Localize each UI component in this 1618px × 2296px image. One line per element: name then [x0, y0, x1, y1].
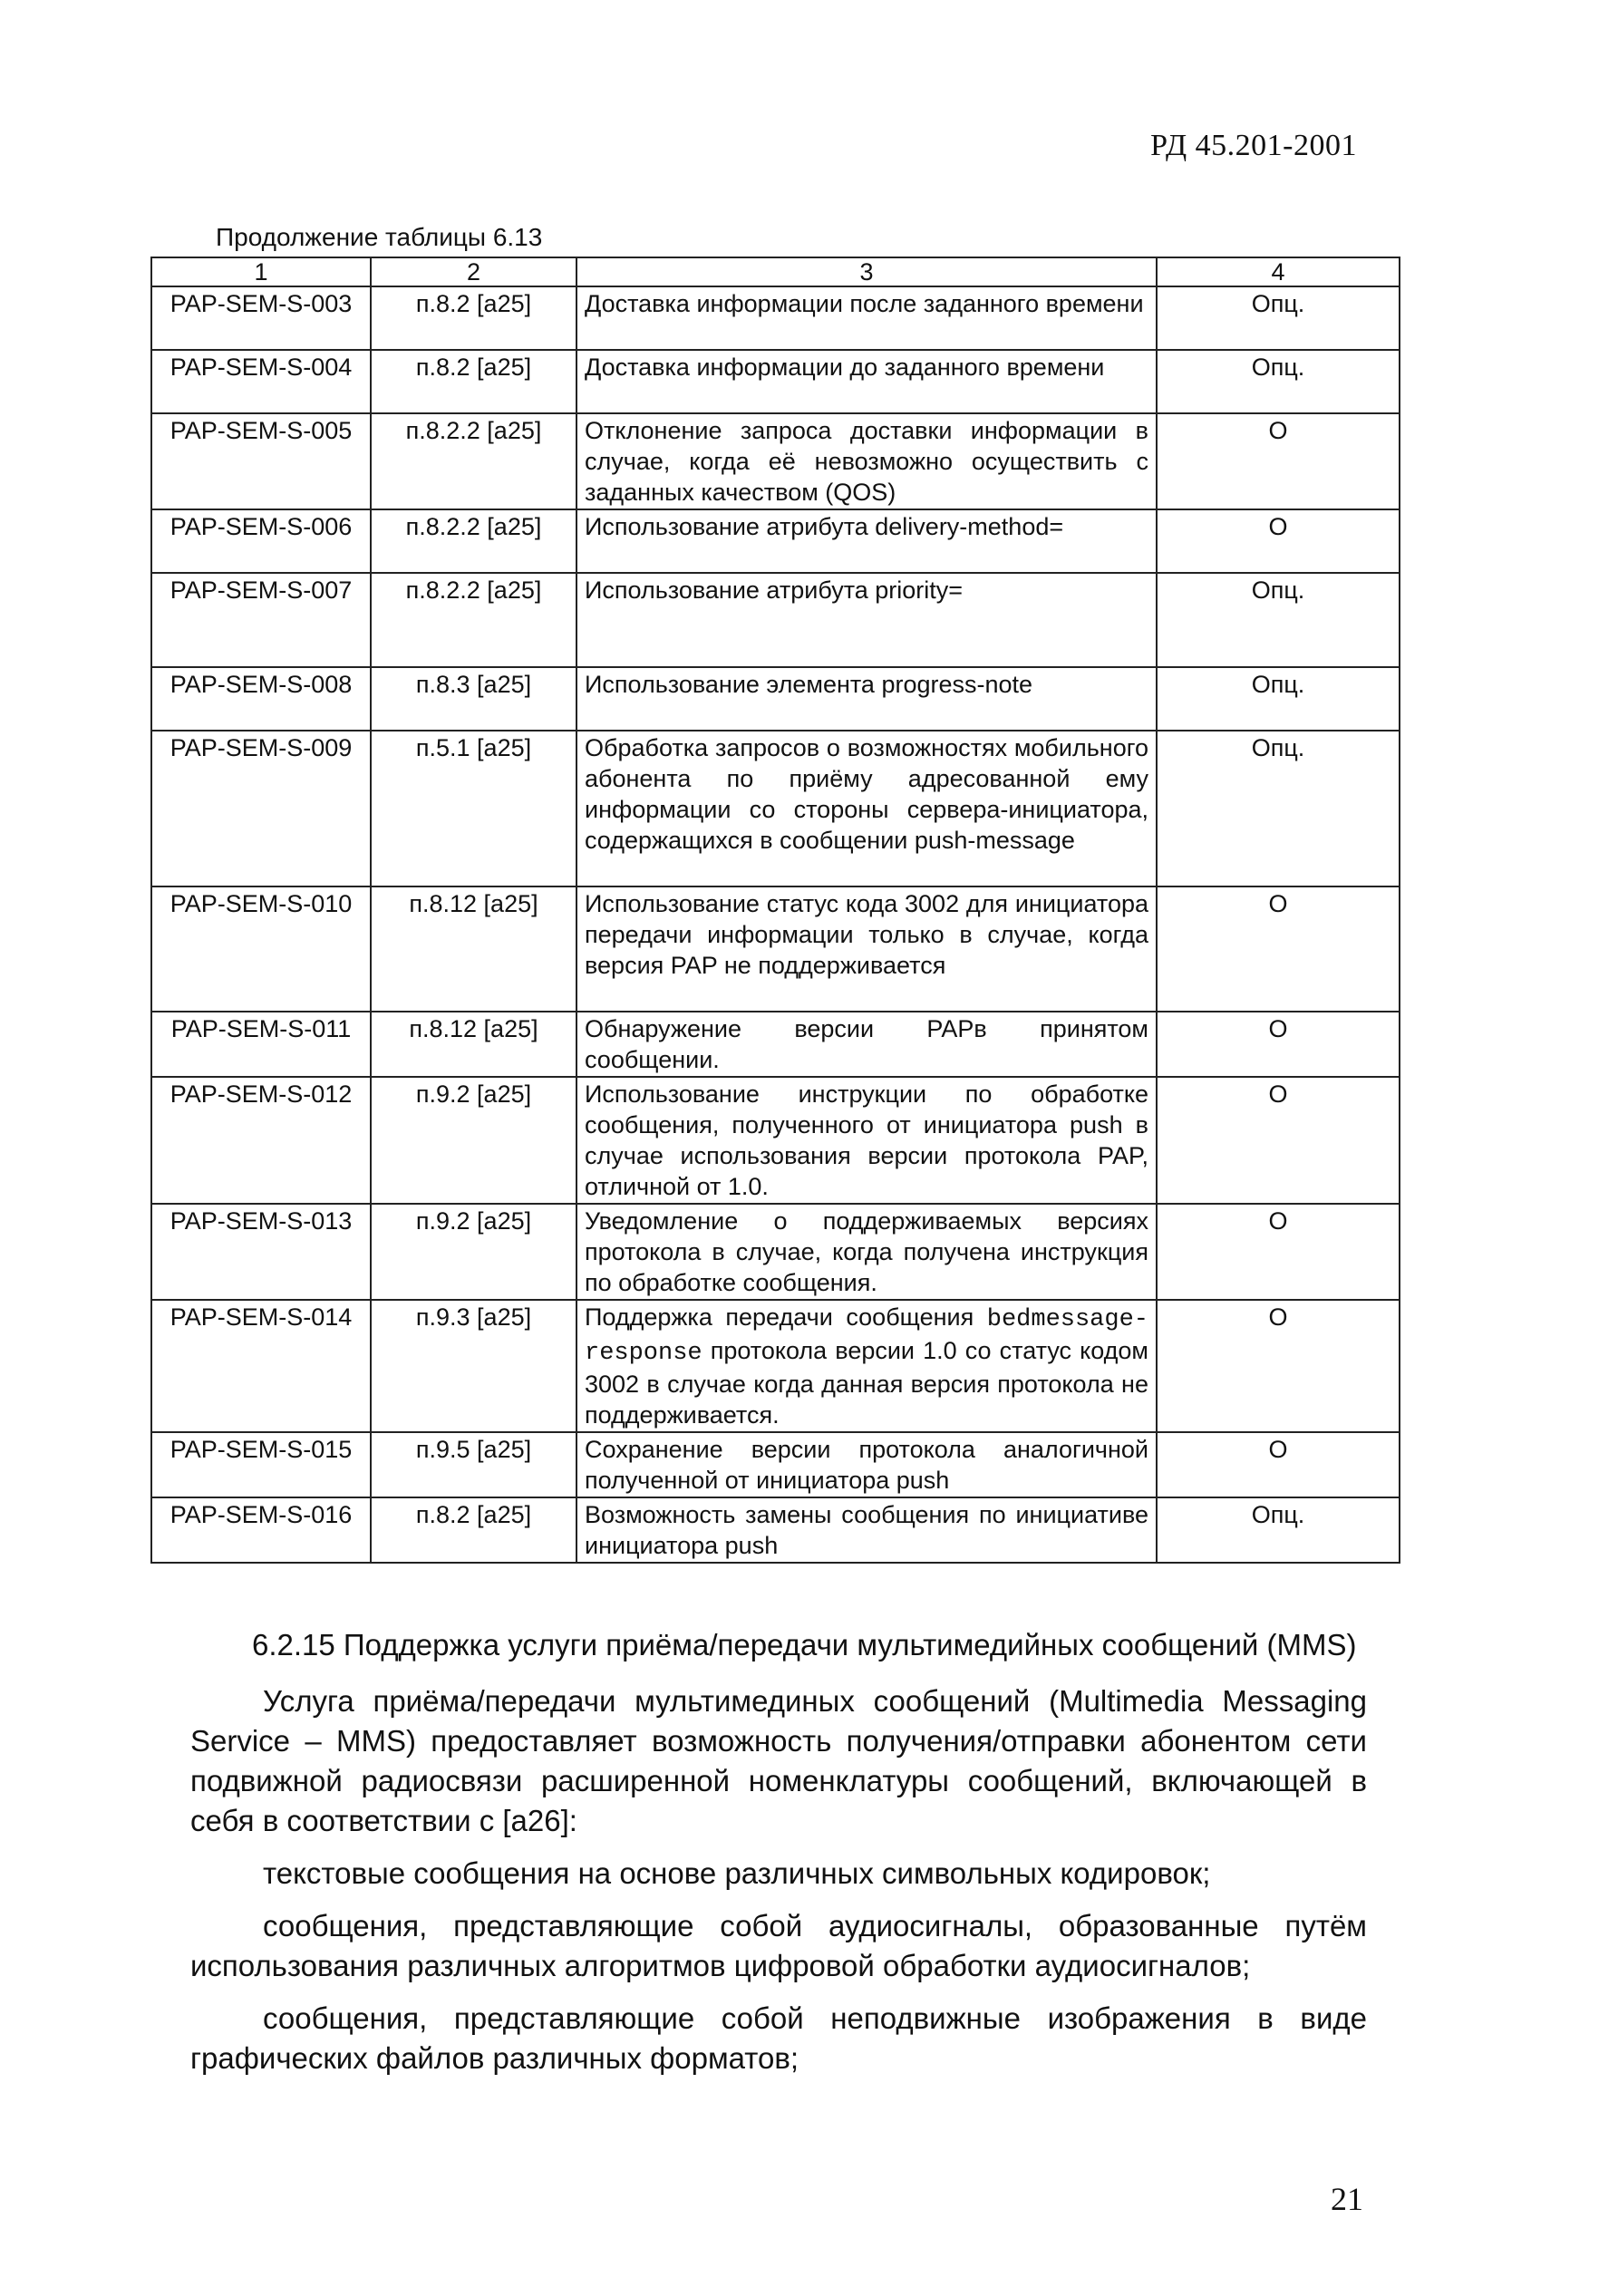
requirement-ref: п.5.1 [a25] — [371, 731, 576, 886]
table-row — [151, 1432, 1400, 1497]
table-row — [151, 286, 1400, 350]
requirement-ref: п.8.2 [a25] — [371, 286, 576, 350]
table-row — [151, 573, 1400, 667]
document-code: РД 45.201-2001 — [1150, 129, 1357, 162]
requirement-ref: п.8.12 [a25] — [371, 1012, 576, 1077]
requirement-description: Обнаружение версии PAPв принятом сообщении. — [576, 1012, 1157, 1077]
description-code: bedmessage-response — [585, 1306, 1148, 1367]
table-row — [151, 509, 1400, 573]
page-number: 21 — [1331, 2181, 1363, 2217]
requirement-id: PAP-SEM-S-005 — [151, 413, 371, 509]
table-row — [151, 413, 1400, 509]
requirement-ref: п.8.2.2 [a25] — [371, 573, 576, 667]
requirement-status: O — [1157, 1204, 1400, 1300]
table-row — [151, 1497, 1400, 1563]
description-text: протокола версии 1.0 со статус кодом 3002 в случае когда данная версия протокола не поддерживается. — [585, 1337, 1148, 1429]
table-caption: Продолжение таблицы 6.13 — [216, 223, 543, 251]
table-row — [151, 886, 1400, 1012]
column-header: 1 — [151, 257, 371, 286]
requirement-description: Использование атрибута priority= — [576, 573, 1157, 667]
requirement-status: Опц. — [1157, 286, 1400, 350]
body-paragraph: сообщения, представляющие собой аудиосигналы, образованные путём использования различных алгоритмов цифровой обработки аудиосигналов; — [190, 1909, 1367, 1982]
requirement-status: O — [1157, 1432, 1400, 1497]
table-row — [151, 731, 1400, 886]
requirements-table — [150, 257, 1400, 1564]
requirement-description: Обработка запросов о возможностях мобильного абонента по приёму адресованной ему информации со стороны сервера-инициатора, содержащихся в сообщении push-message — [576, 731, 1157, 886]
requirement-id: PAP-SEM-S-009 — [151, 731, 371, 886]
requirement-description: Отклонение запроса доставки информации в случае, когда её невозможно осуществить с заданных качеством (QOS) — [576, 413, 1157, 509]
requirement-ref: п.9.3 [a25] — [371, 1300, 576, 1432]
requirement-id: PAP-SEM-S-011 — [151, 1012, 371, 1077]
requirement-id: PAP-SEM-S-003 — [151, 286, 371, 350]
requirement-status: Опц. — [1157, 350, 1400, 413]
table-row — [151, 1300, 1400, 1432]
requirement-ref: п.9.2 [a25] — [371, 1077, 576, 1204]
requirement-id: PAP-SEM-S-013 — [151, 1204, 371, 1300]
requirement-description: Использование элемента progress-note — [576, 667, 1157, 731]
requirement-status: Опц. — [1157, 667, 1400, 731]
description-text: Поддержка передачи сообщения — [585, 1303, 987, 1331]
table-row — [151, 667, 1400, 731]
requirement-ref: п.9.5 [a25] — [371, 1432, 576, 1497]
table-row — [151, 1077, 1400, 1204]
requirement-status: Опц. — [1157, 573, 1400, 667]
table-header-row — [151, 257, 1400, 286]
requirement-ref: п.9.2 [a25] — [371, 1204, 576, 1300]
requirement-id: PAP-SEM-S-015 — [151, 1432, 371, 1497]
requirement-id: PAP-SEM-S-010 — [151, 886, 371, 1012]
requirement-ref: п.8.3 [a25] — [371, 667, 576, 731]
body-paragraph: сообщения, представляющие собой неподвижные изображения в виде графических файлов различных форматов; — [190, 2001, 1367, 2075]
column-header: 3 — [576, 257, 1157, 286]
requirement-description: Сохранение версии протокола аналогичной полученной от инициатора push — [576, 1432, 1157, 1497]
requirement-ref: п.8.2.2 [a25] — [371, 413, 576, 509]
requirement-status: Опц. — [1157, 731, 1400, 886]
requirement-description: Использование инструкции по обработке сообщения, полученного от инициатора push в случае использования версии протокола PAP, отличной от 1.0. — [576, 1077, 1157, 1204]
requirement-ref: п.8.2.2 [a25] — [371, 509, 576, 573]
table-row — [151, 350, 1400, 413]
requirement-description: Возможность замены сообщения по инициативе инициатора push — [576, 1497, 1157, 1563]
requirement-id: PAP-SEM-S-004 — [151, 350, 371, 413]
requirement-status: O — [1157, 886, 1400, 1012]
section-6-2-15 — [190, 1625, 1367, 2091]
requirement-description: Доставка информации после заданного времени — [576, 286, 1157, 350]
requirement-status: O — [1157, 413, 1400, 509]
requirement-description: Уведомление о поддерживаемых версиях протокола в случае, когда получена инструкция по обработке сообщения. — [576, 1204, 1157, 1300]
requirement-ref: п.8.2 [a25] — [371, 350, 576, 413]
requirement-status: O — [1157, 509, 1400, 573]
requirement-ref: п.8.12 [a25] — [371, 886, 576, 1012]
requirement-description: Доставка информации до заданного времени — [576, 350, 1157, 413]
requirement-status: Опц. — [1157, 1497, 1400, 1563]
requirement-id: PAP-SEM-S-006 — [151, 509, 371, 573]
requirement-status: O — [1157, 1300, 1400, 1432]
requirement-description — [576, 1300, 1157, 1432]
requirement-id: PAP-SEM-S-014 — [151, 1300, 371, 1432]
requirement-status: O — [1157, 1077, 1400, 1204]
requirement-status: O — [1157, 1012, 1400, 1077]
requirement-id: PAP-SEM-S-007 — [151, 573, 371, 667]
requirement-id: PAP-SEM-S-008 — [151, 667, 371, 731]
column-header: 2 — [371, 257, 576, 286]
section-heading: 6.2.15 Поддержка услуги приёма/передачи мультимедийных сообщений (MMS) — [252, 1628, 1357, 1661]
body-paragraph: текстовые сообщения на основе различных символьных кодировок; — [263, 1856, 1211, 1890]
table-row — [151, 1204, 1400, 1300]
requirement-ref: п.8.2 [a25] — [371, 1497, 576, 1563]
requirement-id: PAP-SEM-S-012 — [151, 1077, 371, 1204]
requirement-id: PAP-SEM-S-016 — [151, 1497, 371, 1563]
column-header: 4 — [1157, 257, 1400, 286]
requirement-description: Использование атрибута delivery-method= — [576, 509, 1157, 573]
body-paragraph: Услуга приёма/передачи мультимединых сообщений (Multimedia Messaging Service – MMS) предоставляет возможность получения/отправки абонентом сети подвижной радиосвязи расширенной номенклатуры сообщений, включающей в себя в соответствии с [a26]: — [190, 1684, 1367, 1837]
table-row — [151, 1012, 1400, 1077]
requirement-description: Использование статус кода 3002 для инициатора передачи информации только в случае, когда версия PAP не поддерживается — [576, 886, 1157, 1012]
